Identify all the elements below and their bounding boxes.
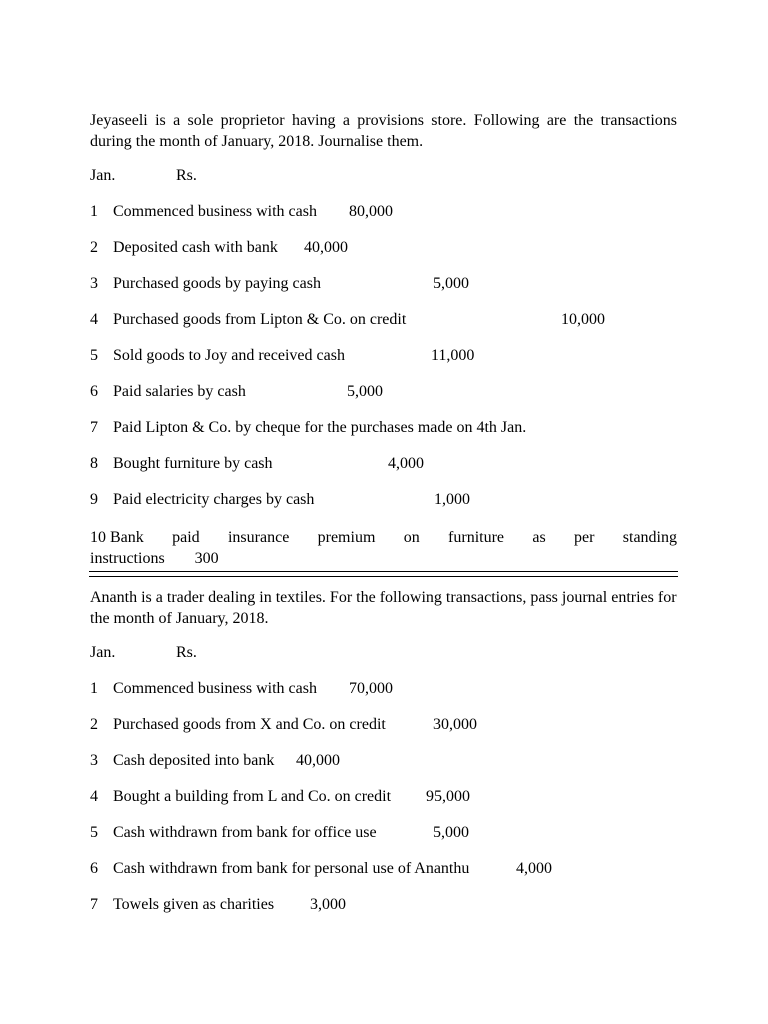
row-description: Purchased goods from Lipton & Co. on credit [113, 311, 407, 328]
row-description: Towels given as charities [113, 896, 275, 913]
row-amount: 4,000 [388, 455, 424, 472]
row-number: 1 [90, 203, 98, 220]
row-description: Commenced business with cash [113, 203, 317, 220]
row-number: 3 [90, 752, 98, 769]
row-amount: 40,000 [296, 752, 340, 769]
row10-word: Bank [110, 529, 144, 546]
row10-word: on [403, 529, 420, 546]
row-amount: 30,000 [433, 716, 477, 733]
row-amount: 40,000 [304, 239, 348, 256]
transaction-row [90, 239, 677, 260]
row-description: Bought a building from L and Co. on credit [113, 788, 392, 805]
transaction-row [90, 752, 677, 773]
row10-second-line [90, 548, 677, 569]
transaction-row [90, 347, 677, 368]
section-ananth [90, 587, 677, 917]
row-number: 2 [90, 239, 98, 256]
row-description: Bought furniture by cash [113, 455, 273, 472]
row-number: 8 [90, 455, 98, 472]
row-description: Commenced business with cash [113, 680, 317, 697]
transaction-row [90, 203, 677, 224]
row-amount: 4,000 [516, 860, 552, 877]
transaction-row [90, 455, 677, 476]
row-number: 6 [90, 383, 98, 400]
row-description: Purchased goods by paying cash [113, 275, 321, 292]
row-number: 5 [90, 347, 98, 364]
transaction-row [90, 419, 677, 440]
row-amount: 5,000 [433, 275, 469, 292]
row-description: Sold goods to Joy and received cash [113, 347, 345, 364]
row10-lead [90, 527, 144, 548]
row-amount: 80,000 [349, 203, 393, 220]
transaction-row [90, 788, 677, 809]
row-description: Cash deposited into bank [113, 752, 275, 769]
transaction-row [90, 311, 677, 332]
section1-column-header [90, 167, 677, 188]
row-number: 9 [90, 491, 98, 508]
section-jeyaseeli [90, 110, 677, 569]
transaction-row [90, 275, 677, 296]
transaction-row [90, 716, 677, 737]
section2-column-header [90, 644, 677, 665]
transaction-row [90, 896, 677, 917]
transaction-row [90, 383, 677, 404]
column-jan: Jan. [90, 167, 116, 184]
row-amount: 11,000 [431, 347, 475, 364]
section-divider [89, 571, 678, 577]
row-number: 5 [90, 824, 98, 841]
document-page [90, 110, 677, 917]
row-description: Cash withdrawn from bank for personal use of Ananthu [113, 860, 470, 877]
row-number: 3 [90, 275, 98, 292]
row10-word: premium [317, 529, 376, 546]
row-description: Cash withdrawn from bank for office use [113, 824, 377, 841]
transaction-row [90, 824, 677, 845]
row-amount: 95,000 [426, 788, 470, 805]
column-jan: Jan. [90, 644, 116, 661]
row-number: 2 [90, 716, 98, 733]
section1-intro: Jeyaseeli is a sole proprietor having a provisions store. Following are the transactions during the month of January, 2018. Journalise them. [90, 112, 677, 150]
column-rs: Rs. [176, 644, 197, 661]
row-number: 7 [90, 896, 98, 913]
row-number: 4 [90, 311, 98, 328]
row10-word: as [532, 529, 546, 546]
transaction-row [90, 491, 677, 512]
row-description: Paid salaries by cash [113, 383, 246, 400]
row-amount: 10,000 [561, 311, 605, 328]
row-amount: 300 [194, 550, 219, 567]
transaction-row [90, 860, 677, 881]
row10-word: paid [172, 529, 200, 546]
row10-line2: instructions [90, 550, 165, 567]
row-number: 7 [90, 419, 98, 436]
row10-word: standing [622, 529, 677, 546]
transaction-row-10 [90, 527, 677, 569]
row-description: Paid electricity charges by cash [113, 491, 315, 508]
row-number: 10 [90, 529, 106, 546]
row-amount: 1,000 [434, 491, 470, 508]
row-number: 6 [90, 860, 98, 877]
row10-word: insurance [227, 529, 290, 546]
row-description: Paid Lipton & Co. by cheque for the purchases made on 4th Jan. [113, 419, 527, 436]
row-description: Deposited cash with bank [113, 239, 278, 256]
row-description: Purchased goods from X and Co. on credit [113, 716, 386, 733]
row-amount: 5,000 [347, 383, 383, 400]
row10-word: furniture [448, 529, 505, 546]
row-amount: 70,000 [349, 680, 393, 697]
row-number: 1 [90, 680, 98, 697]
row-amount: 5,000 [433, 824, 469, 841]
row10-first-line [90, 527, 677, 548]
row-number: 4 [90, 788, 98, 805]
section2-intro: Ananth is a trader dealing in textiles. For the following transactions, pass journal entries for the month of January, 2018. [90, 589, 677, 627]
row10-word: per [574, 529, 595, 546]
transaction-row [90, 680, 677, 701]
column-rs: Rs. [176, 167, 197, 184]
row-amount: 3,000 [310, 896, 346, 913]
